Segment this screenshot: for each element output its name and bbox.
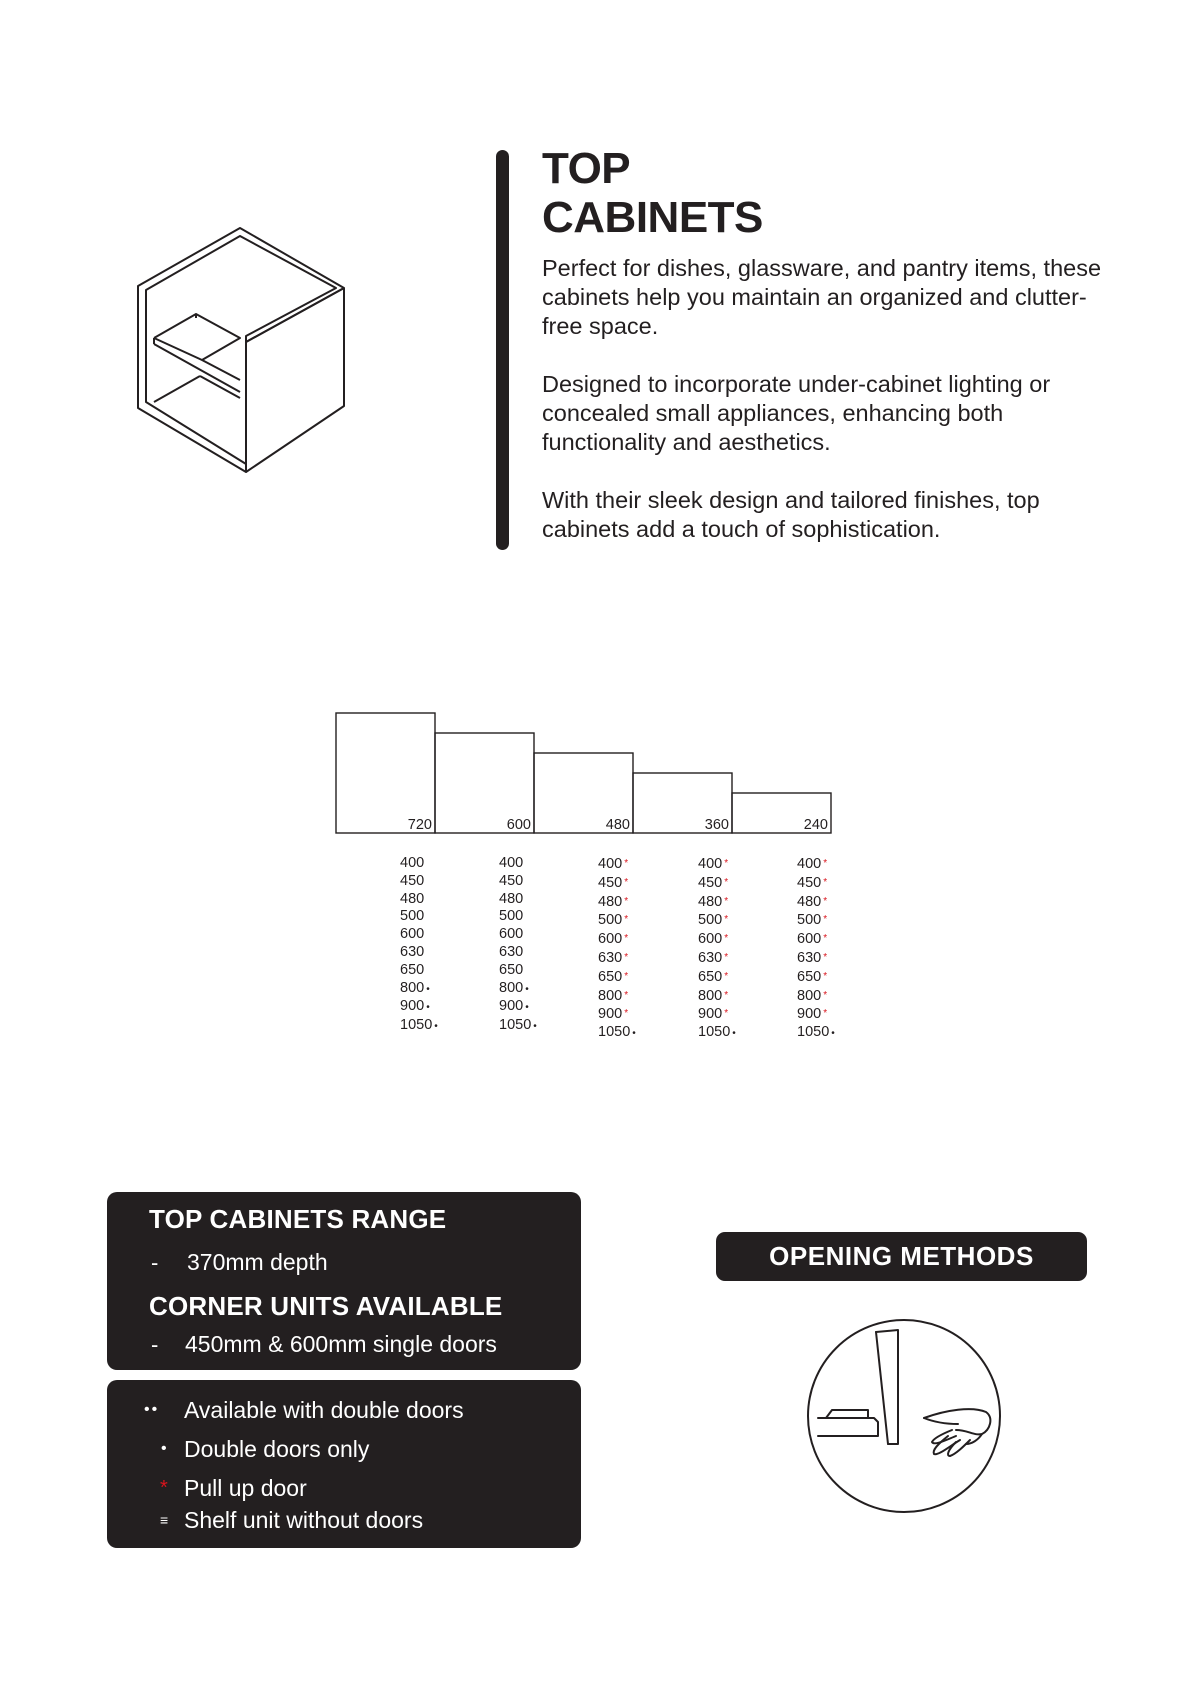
double-doors-marker: • [434,1021,438,1033]
width-value: 600 * [698,931,729,948]
pull-up-door-marker: * [624,1008,629,1020]
legend-item-pull-up: Pull up door [184,1475,307,1501]
pull-up-door-marker: * [724,876,729,888]
height-label: 600 [506,817,531,833]
pull-up-door-marker: * [823,951,828,963]
width-value: 450 [499,872,524,889]
description-paragraph: With their sleek design and tailored finishes, top cabinets add a touch of sophistication. [542,487,1040,542]
width-column-480 [598,855,658,1043]
width-value: 1050 • [698,1024,736,1041]
star-marker: * [160,1477,168,1499]
height-label: 240 [803,817,828,833]
width-value: 400 [499,855,524,871]
page-title-line-1: TOP [542,144,631,193]
width-value: 650 [499,961,524,978]
legend-item-shelf-unit: Shelf unit without doors [184,1507,424,1533]
pull-up-door-marker: * [724,858,729,869]
width-value: 800 * [598,987,629,1004]
description-paragraph: Designed to incorporate under-cabinet lighting or concealed small appliances, enhancing both functionality and aesthetics. [542,371,1051,455]
width-value: 480 * [698,893,729,910]
corner-units-spec: 450mm & 600mm single doors [185,1331,497,1357]
pull-up-door-marker: * [724,970,729,982]
page-title [542,144,763,242]
width-column-600 [499,855,559,1036]
height-box-720 [336,713,435,833]
double-doors-marker: • [426,983,430,995]
width-value: 480 * [598,893,629,910]
width-value: 480 * [797,893,828,910]
pull-up-door-marker: * [823,989,828,1001]
push-to-open-icon [806,1318,1002,1514]
double-doors-marker: • [533,1021,537,1033]
width-value: 630 [400,943,425,960]
pull-up-door-marker: * [624,933,629,945]
pull-up-door-marker: * [724,989,729,1001]
pull-up-door-marker: * [624,914,629,926]
width-value: 480 [499,890,524,907]
pull-up-door-marker: * [823,895,828,907]
corner-units-heading: CORNER UNITS AVAILABLE [149,1291,503,1321]
shelf-marker: ≡ [160,1512,169,1528]
list-dash: - [151,1332,159,1357]
range-heading: TOP CABINETS RANGE [149,1204,447,1234]
pull-up-door-marker: * [823,858,828,869]
width-value: 500 * [598,912,629,929]
width-value: 650 * [797,968,828,985]
width-value: 400 * [797,856,828,872]
opening-methods-badge [716,1232,1087,1281]
double-doors-marker: • [632,1028,636,1040]
height-label: 360 [704,817,729,833]
width-column-360 [698,855,758,1043]
width-table [0,855,1192,1041]
pull-up-door-marker: * [624,895,629,907]
width-value: 630 * [698,949,729,966]
pull-up-door-marker: * [823,914,828,926]
pull-up-door-marker: * [624,970,629,982]
pull-up-door-marker: * [724,914,729,926]
double-dot-marker: •• [144,1401,160,1418]
width-value: 900 * [698,1006,729,1023]
width-value: 650 * [598,968,629,985]
dot-marker: • [161,1440,167,1457]
width-value: 500 * [797,912,828,929]
list-dash: - [151,1250,159,1275]
double-doors-marker: • [525,1002,529,1014]
width-value: 900 • [499,998,529,1015]
width-value: 800 * [698,987,729,1004]
width-value: 600 * [797,931,828,948]
width-value: 650 [400,961,425,978]
width-value: 600 [499,926,524,943]
pull-up-door-marker: * [724,933,729,945]
width-value: 1050 • [499,1017,537,1034]
pull-up-door-marker: * [624,858,629,869]
width-value: 450 * [598,874,629,891]
height-diagram [330,702,870,835]
wall-cabinet-illustration [136,226,364,474]
double-doors-marker: • [831,1028,835,1040]
width-value: 1050 • [598,1024,636,1041]
width-value: 450 [400,872,425,889]
width-value: 500 [400,908,425,925]
legend-panel [107,1380,581,1548]
width-value: 800 * [797,987,828,1004]
pull-up-door-marker: * [724,951,729,963]
pull-up-door-marker: * [624,989,629,1001]
width-value: 480 [400,890,425,907]
double-doors-marker: • [525,983,529,995]
double-doors-marker: • [732,1028,736,1040]
width-value: 800 • [499,979,529,996]
width-column-240 [797,855,857,1043]
width-value: 650 * [698,968,729,985]
width-value: 450 * [797,874,828,891]
height-label: 480 [605,817,630,833]
width-value: 630 * [598,949,629,966]
width-value: 900 • [400,998,430,1015]
pull-up-door-marker: * [624,876,629,888]
pull-up-door-marker: * [823,1008,828,1020]
double-doors-marker: • [426,1002,430,1014]
width-value: 800 • [400,979,430,996]
width-value: 630 * [797,949,828,966]
pull-up-door-marker: * [624,951,629,963]
range-panel [107,1192,581,1370]
width-value: 600 [400,926,425,943]
legend-item-double-only: Double doors only [184,1436,370,1462]
width-value: 400 * [598,856,629,872]
description-paragraph: Perfect for dishes, glassware, and pantry items, these cabinets help you maintain an organized and clutter-free space. [542,255,1102,339]
pull-up-door-marker: * [823,970,828,982]
width-value: 500 * [698,912,729,929]
page-title-line-2: CABINETS [542,193,763,242]
pull-up-door-marker: * [823,933,828,945]
width-column-720 [400,855,460,1036]
opening-methods-label: OPENING METHODS [769,1241,1034,1271]
legend-item-double-doors: Available with double doors [184,1397,464,1423]
width-value: 400 [400,855,425,871]
width-value: 900 * [797,1006,828,1023]
description [542,254,1102,573]
width-value: 400 * [698,856,729,872]
width-value: 1050 • [400,1017,438,1034]
pull-up-door-marker: * [724,895,729,907]
width-value: 450 * [698,874,729,891]
width-value: 900 * [598,1006,629,1023]
width-value: 500 [499,908,524,925]
pull-up-door-marker: * [724,1008,729,1020]
depth-spec: 370mm depth [187,1249,328,1275]
width-value: 630 [499,943,524,960]
height-label: 720 [407,817,432,833]
title-accent-bar [496,150,509,550]
pull-up-door-marker: * [823,876,828,888]
width-value: 600 * [598,931,629,948]
width-value: 1050 • [797,1024,835,1041]
